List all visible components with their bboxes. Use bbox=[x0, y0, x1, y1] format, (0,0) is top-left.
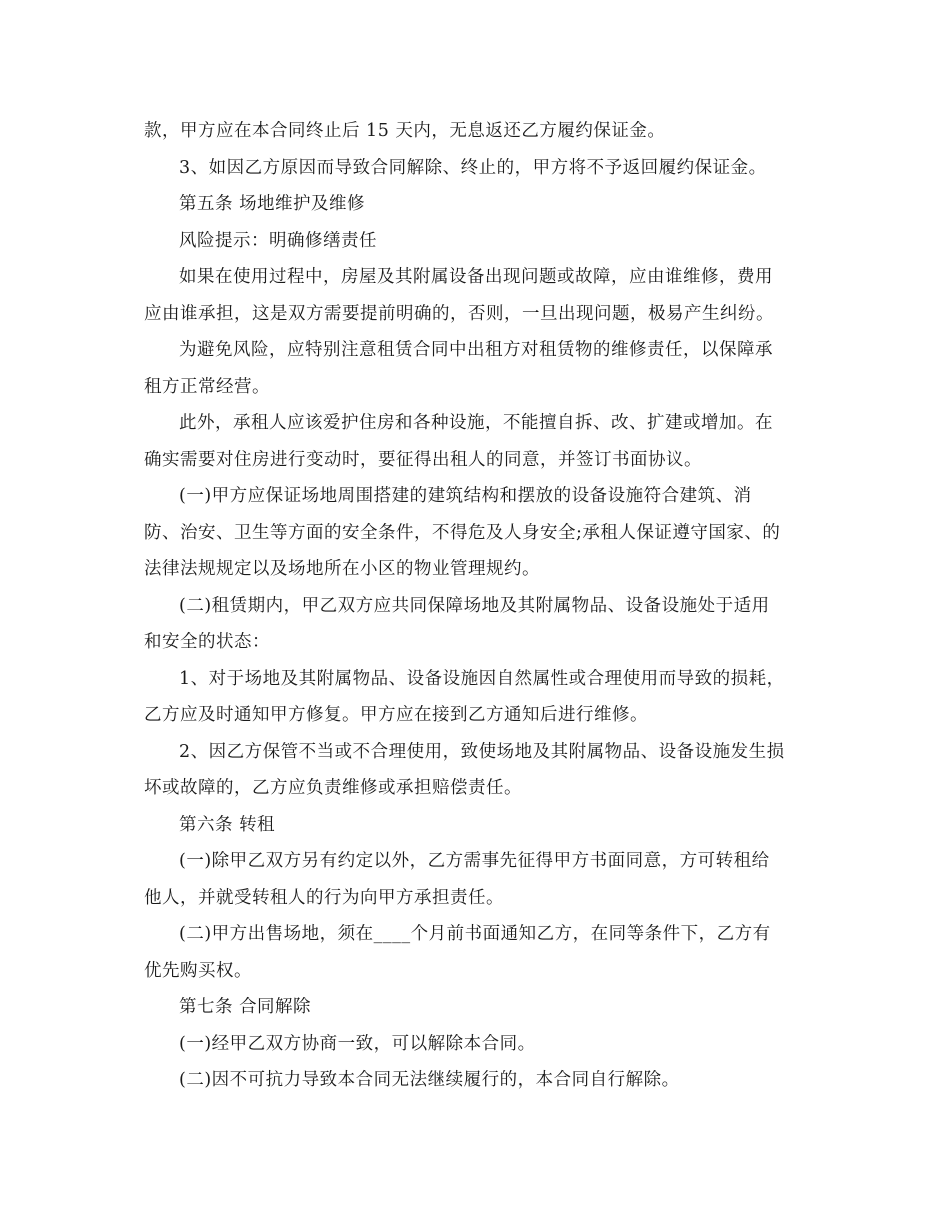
text-line: 法律法规规定以及场地所在小区的物业管理规约。 bbox=[144, 559, 540, 579]
text-line: 款，甲方应在本合同终止后 15 天内，无息返还乙方履约保证金。 bbox=[144, 121, 666, 141]
text-line: 第六条 转租 bbox=[179, 814, 276, 835]
text-line: (一)除甲乙双方另有约定以外，乙方需事先征得甲方书面同意，方可转租给 bbox=[179, 851, 770, 871]
text-line: 租方正常经营。 bbox=[144, 376, 270, 397]
text-line: (二)租赁期内，甲乙双方应共同保障场地及其附属物品、设备设施处于适用 bbox=[179, 595, 770, 616]
text-line: (二)甲方出售场地，须在____个月前书面通知乙方，在同等条件下，乙方有 bbox=[179, 924, 771, 944]
text-line: 他人，并就受转租人的行为向甲方承担责任。 bbox=[144, 887, 504, 908]
text-line: 2、因乙方保管不当或不合理使用，致使场地及其附属物品、设备设施发生损 bbox=[179, 741, 785, 762]
text-line: 为避免风险，应特别注意租赁合同中出租方对租赁物的维修责任，以保障承 bbox=[179, 340, 773, 360]
text-line: (二)因不可抗力导致本合同无法继续履行的，本合同自行解除。 bbox=[179, 1070, 680, 1090]
text-line: 防、治安、卫生等方面的安全条件，不得危及人身安全;承租人保证遵守国家、的 bbox=[144, 522, 781, 543]
text-line: 第七条 合同解除 bbox=[179, 997, 312, 1017]
document-body bbox=[144, 113, 804, 1099]
text-line: 风险提示：明确修缮责任 bbox=[179, 230, 377, 251]
text-line: 乙方应及时通知甲方修复。甲方应在接到乙方通知后进行维修。 bbox=[144, 705, 648, 725]
text-line: 如果在使用过程中，房屋及其附属设备出现问题或故障，应由谁维修，费用 bbox=[179, 267, 773, 287]
text-line: 确实需要对住房进行变动时，要征得出租人的同意，并签订书面协议。 bbox=[144, 449, 702, 470]
text-line: 应由谁承担，这是双方需要提前明确的，否则，一旦出现问题，极易产生纠纷。 bbox=[144, 303, 774, 324]
text-line: (一)甲方应保证场地周围搭建的建筑结构和摆放的设备设施符合建筑、消 bbox=[179, 486, 752, 506]
text-line: 坏或故障的，乙方应负责维修或承担赔偿责任。 bbox=[144, 778, 522, 798]
text-line: 优先购买权。 bbox=[144, 960, 252, 981]
text-line: 1、对于场地及其附属物品、设备设施因自然属性或合理使用而导致的损耗， bbox=[179, 668, 785, 689]
text-line: (一)经甲乙双方协商一致，可以解除本合同。 bbox=[179, 1033, 536, 1054]
text-line: 3、如因乙方原因而导致合同解除、终止的，甲方将不予返回履约保证金。 bbox=[179, 157, 767, 178]
text-line: 第五条 场地维护及维修 bbox=[179, 194, 366, 214]
text-line: 和安全的状态： bbox=[144, 632, 270, 652]
text-line: 此外，承租人应该爱护住房和各种设施，不能擅自拆、改、扩建或增加。在 bbox=[179, 413, 773, 433]
